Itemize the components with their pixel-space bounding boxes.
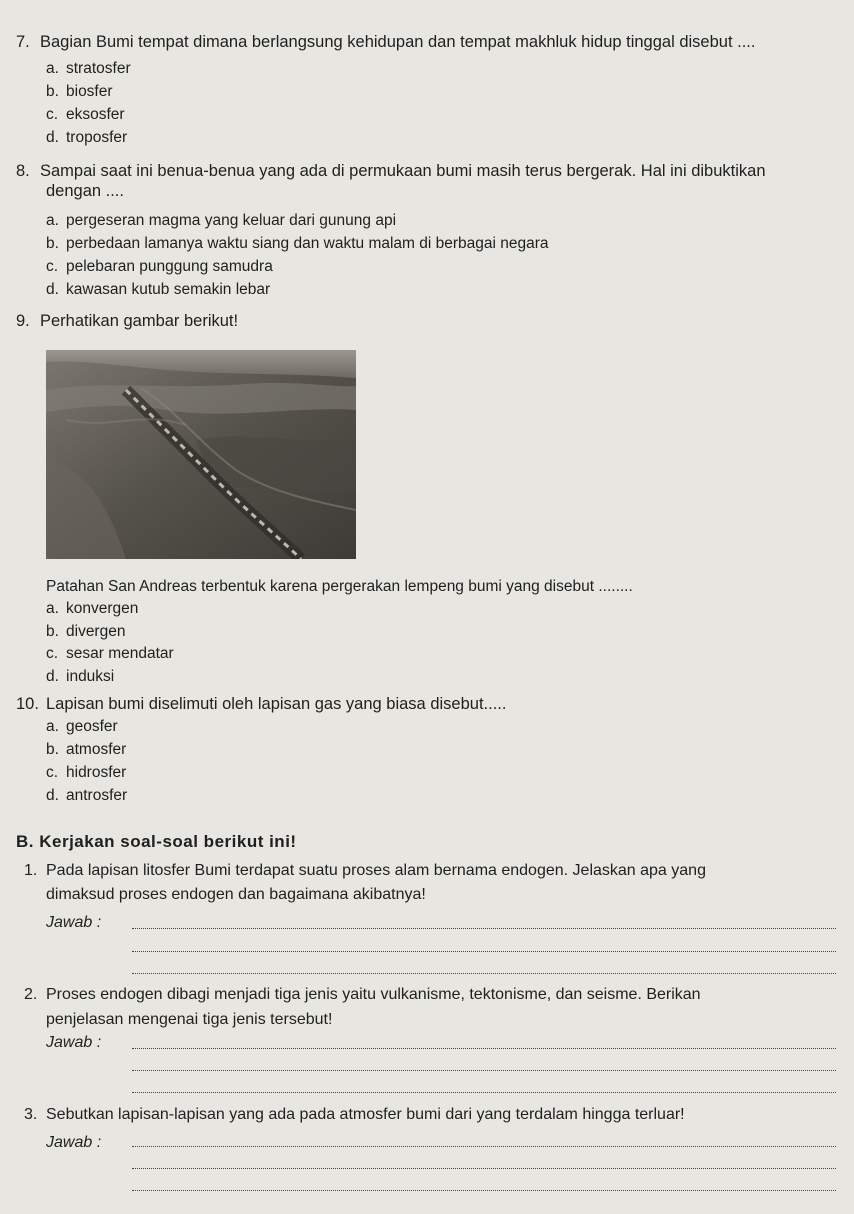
answer-line[interactable] bbox=[132, 951, 836, 952]
option-8b: b. perbedaan lamanya waktu siang dan waktu malam di berbagai negara bbox=[46, 235, 549, 252]
option-8c: c. pelebaran punggung samudra bbox=[46, 258, 273, 275]
essay-question-2-continuation: penjelasan mengenai tiga jenis tersebut! bbox=[46, 1011, 333, 1028]
question-text: Lapisan bumi diselimuti oleh lapisan gas yang biasa disebut..... bbox=[46, 695, 507, 713]
essay-question-3: 3. Sebutkan lapisan-lapisan yang ada pada atmosfer bumi dari yang terdalam hingga terluar! bbox=[24, 1106, 685, 1123]
question-number: 8. bbox=[16, 162, 30, 180]
option-10c: c. hidrosfer bbox=[46, 764, 127, 781]
question-10 bbox=[16, 694, 506, 714]
answer-line[interactable] bbox=[132, 1048, 836, 1049]
option-8d: d. kawasan kutub semakin lebar bbox=[46, 281, 271, 298]
answer-line[interactable] bbox=[132, 928, 836, 929]
answer-label-2: Jawab : bbox=[46, 1034, 102, 1051]
question-number: 9. bbox=[16, 312, 30, 330]
essay-question-2: 2. Proses endogen dibagi menjadi tiga jenis yaitu vulkanisme, tektonisme, dan seisme. Berikan bbox=[24, 986, 701, 1003]
question-9-caption: Patahan San Andreas terbentuk karena pergerakan lempeng bumi yang disebut ........ bbox=[46, 578, 633, 595]
option-7a: a. stratosfer bbox=[46, 60, 131, 77]
answer-label-3: Jawab : bbox=[46, 1134, 102, 1151]
answer-line[interactable] bbox=[132, 1070, 836, 1071]
answer-line[interactable] bbox=[132, 973, 836, 974]
option-7d: d. troposfer bbox=[46, 129, 128, 146]
option-9a: a. konvergen bbox=[46, 600, 139, 617]
option-8a: a. pergeseran magma yang keluar dari gunung api bbox=[46, 212, 397, 229]
question-7 bbox=[16, 32, 755, 52]
answer-line[interactable] bbox=[132, 1146, 836, 1147]
question-8-continuation: dengan .... bbox=[46, 182, 124, 200]
answer-line[interactable] bbox=[132, 1190, 836, 1191]
answer-line[interactable] bbox=[132, 1092, 836, 1093]
answer-line[interactable] bbox=[132, 1168, 836, 1169]
option-9c: c. sesar mendatar bbox=[46, 645, 174, 662]
option-7c: c. eksosfer bbox=[46, 106, 125, 123]
answer-label-1: Jawab : bbox=[46, 914, 102, 931]
question-number: 7. bbox=[16, 33, 30, 51]
aerial-landscape-image bbox=[46, 350, 356, 559]
essay-question-1-continuation: dimaksud proses endogen dan bagaimana akibatnya! bbox=[46, 886, 426, 903]
essay-question-1: 1. Pada lapisan litosfer Bumi terdapat suatu proses alam bernama endogen. Jelaskan apa yang bbox=[24, 862, 706, 879]
question-text: Sampai saat ini benua-benua yang ada di permukaan bumi masih terus bergerak. Hal ini dibuktikan bbox=[40, 162, 766, 180]
question-9 bbox=[16, 311, 238, 331]
option-7b: b. biosfer bbox=[46, 83, 113, 100]
option-10a: a. geosfer bbox=[46, 718, 118, 735]
question-text: Bagian Bumi tempat dimana berlangsung kehidupan dan tempat makhluk hidup tinggal disebut .... bbox=[40, 33, 756, 51]
option-10b: b. atmosfer bbox=[46, 741, 127, 758]
question-8 bbox=[16, 161, 766, 181]
option-9b: b. divergen bbox=[46, 623, 126, 640]
section-b-heading: B. Kerjakan soal-soal berikut ini! bbox=[16, 832, 297, 851]
question-text: Perhatikan gambar berikut! bbox=[40, 312, 239, 330]
san-andreas-fault-photo bbox=[46, 350, 356, 559]
option-10d: d. antrosfer bbox=[46, 787, 128, 804]
question-number: 10. bbox=[16, 695, 39, 713]
option-9d: d. induksi bbox=[46, 668, 115, 685]
